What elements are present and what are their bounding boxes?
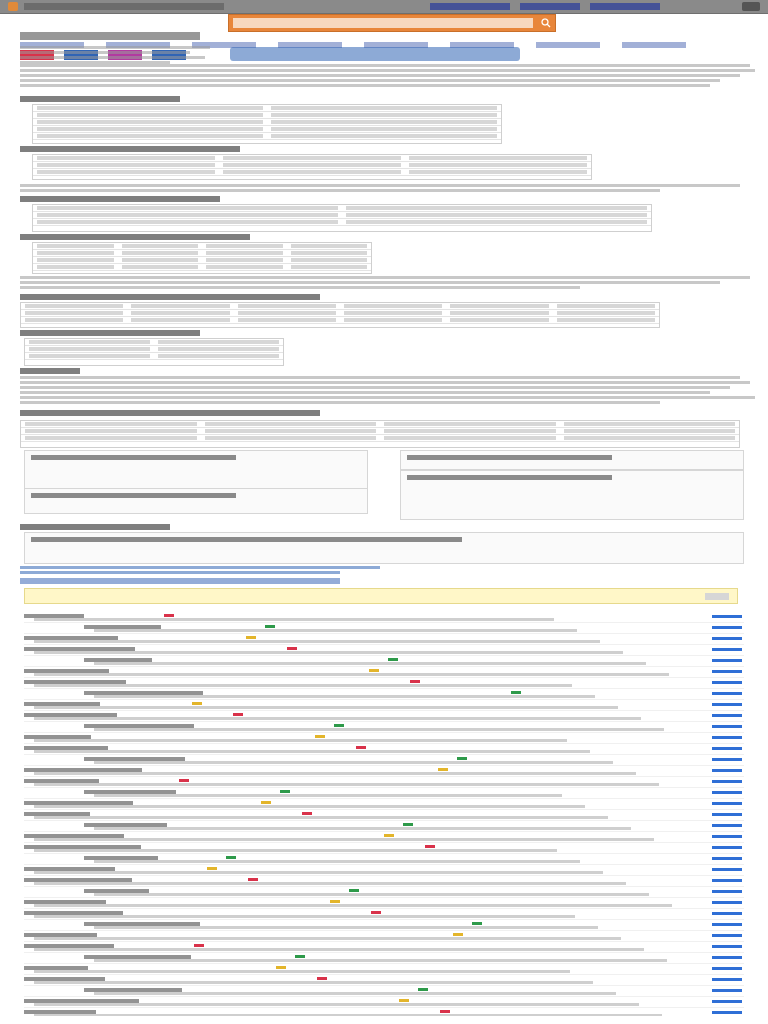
notice-button[interactable]	[705, 593, 729, 600]
comment-tag	[410, 680, 420, 683]
comment-item	[24, 788, 744, 799]
reply-button[interactable]	[712, 615, 742, 618]
reply-button[interactable]	[712, 703, 742, 706]
comment-item	[24, 865, 744, 876]
reply-button[interactable]	[712, 802, 742, 805]
comment-item	[24, 876, 744, 887]
header-link-1[interactable]	[430, 3, 510, 10]
comment-text	[34, 1003, 639, 1006]
comment-text	[94, 860, 580, 863]
reply-button[interactable]	[712, 736, 742, 739]
comment-item	[24, 744, 744, 755]
comment-item	[24, 656, 744, 667]
comment-text	[94, 959, 667, 962]
comment-text	[94, 893, 649, 896]
comment-tag	[280, 790, 290, 793]
comment-text	[34, 1014, 662, 1016]
comment-tag	[384, 834, 394, 837]
reply-button[interactable]	[712, 824, 742, 827]
comment-item	[24, 689, 744, 700]
comment-item	[24, 733, 744, 744]
info-box-3-title	[407, 475, 612, 480]
info-box-2-title	[407, 455, 612, 460]
comment-text	[94, 761, 613, 764]
comment-text	[34, 772, 636, 775]
reply-button[interactable]	[712, 846, 742, 849]
section-heading-2	[20, 146, 240, 152]
section-heading-8	[20, 410, 320, 416]
valuation-table	[24, 338, 284, 366]
comment-tag	[315, 735, 325, 738]
comment-text	[34, 904, 672, 907]
comment-tag	[330, 900, 340, 903]
comment-text	[34, 981, 593, 984]
comment-text	[34, 739, 567, 742]
comment-item	[24, 777, 744, 788]
comment-item	[24, 931, 744, 942]
reply-button[interactable]	[712, 967, 742, 970]
header-link-2[interactable]	[520, 3, 580, 10]
section-heading-3	[20, 196, 220, 202]
comment-tag	[457, 757, 467, 760]
comment-text	[94, 992, 616, 995]
intro-paragraph	[20, 64, 760, 89]
comment-item	[24, 623, 744, 634]
comment-item	[24, 667, 744, 678]
comment-text	[94, 728, 664, 731]
details-table	[32, 104, 502, 144]
comment-item	[24, 909, 744, 920]
comment-tag	[371, 911, 381, 914]
timeline-table	[32, 204, 652, 232]
comment-text	[34, 948, 644, 951]
comment-tag	[192, 702, 202, 705]
reply-button[interactable]	[712, 813, 742, 816]
comment-item	[24, 887, 744, 898]
reply-button[interactable]	[712, 857, 742, 860]
comment-item	[24, 997, 744, 1008]
reply-button[interactable]	[712, 835, 742, 838]
comment-tag	[276, 966, 286, 969]
reply-button[interactable]	[712, 1011, 742, 1014]
comment-tag	[388, 658, 398, 661]
comment-item	[24, 711, 744, 722]
comment-item	[24, 700, 744, 711]
comment-item	[24, 975, 744, 986]
tab-8[interactable]	[622, 42, 686, 48]
comment-item	[24, 832, 744, 843]
reply-button[interactable]	[712, 780, 742, 783]
comment-text	[34, 970, 570, 973]
comment-text	[94, 794, 562, 797]
comment-tag	[226, 856, 236, 859]
header-link-3[interactable]	[590, 3, 660, 10]
info-box-1-title	[31, 455, 236, 460]
comment-text	[34, 937, 621, 940]
comment-item	[24, 953, 744, 964]
comment-item	[24, 645, 744, 656]
comment-tag	[287, 647, 297, 650]
comment-tag	[246, 636, 256, 639]
info-box-4	[24, 488, 368, 514]
comment-item	[24, 678, 744, 689]
comment-tag	[453, 933, 463, 936]
search-icon[interactable]	[541, 18, 551, 28]
comment-text	[34, 816, 608, 819]
info-box-4-title	[31, 493, 236, 498]
comment-item	[24, 964, 744, 975]
comment-text	[34, 618, 554, 621]
info-box-3	[400, 470, 744, 520]
comment-text	[34, 783, 659, 786]
comment-item	[24, 810, 744, 821]
lot-size-table	[32, 242, 372, 274]
comment-text	[34, 750, 590, 753]
comment-item	[24, 722, 744, 733]
reply-button[interactable]	[712, 758, 742, 761]
comment-tag	[403, 823, 413, 826]
comment-item	[24, 766, 744, 777]
comment-text	[34, 882, 626, 885]
comment-tag	[248, 878, 258, 881]
comments-section-title	[20, 578, 340, 584]
comment-text	[34, 651, 623, 654]
comment-list	[24, 612, 744, 1016]
comment-tag	[261, 801, 271, 804]
comment-text	[34, 706, 618, 709]
reply-button[interactable]	[712, 978, 742, 981]
reply-button[interactable]	[712, 912, 742, 915]
reply-button[interactable]	[712, 714, 742, 717]
reply-button[interactable]	[712, 934, 742, 937]
comment-text	[34, 717, 641, 720]
comment-tag	[511, 691, 521, 694]
comment-text	[34, 805, 585, 808]
comment-tag	[425, 845, 435, 848]
comment-item	[24, 634, 744, 645]
section-heading-6	[20, 330, 200, 336]
comment-tag	[194, 944, 204, 947]
comment-item	[24, 843, 744, 854]
comment-text	[34, 838, 654, 841]
reply-button[interactable]	[712, 868, 742, 871]
comment-tag	[265, 625, 275, 628]
info-box-5-title	[31, 537, 462, 542]
comment-item	[24, 1008, 744, 1016]
reply-button[interactable]	[712, 956, 742, 959]
comment-tag	[418, 988, 428, 991]
section-heading-5	[20, 294, 320, 300]
comment-tag	[302, 812, 312, 815]
comment-tag	[334, 724, 344, 727]
comment-text	[94, 629, 577, 632]
reply-button[interactable]	[712, 659, 742, 662]
site-header	[0, 0, 768, 14]
price-table	[32, 154, 592, 180]
reply-button[interactable]	[712, 648, 742, 651]
financials-table	[20, 302, 660, 328]
comment-text	[34, 871, 603, 874]
reply-button[interactable]	[712, 901, 742, 904]
info-box-5	[24, 532, 744, 564]
comment-item	[24, 854, 744, 865]
comment-text	[34, 849, 557, 852]
reply-button[interactable]	[712, 989, 742, 992]
comment-item	[24, 986, 744, 997]
search-bar	[228, 14, 556, 32]
page-title	[20, 32, 200, 40]
comment-item	[24, 920, 744, 931]
comment-tag	[179, 779, 189, 782]
comment-item	[24, 821, 744, 832]
comment-item	[24, 612, 744, 623]
comment-tag	[233, 713, 243, 716]
section-7-text	[20, 376, 760, 406]
comment-tag	[440, 1010, 450, 1013]
site-logo-icon[interactable]	[8, 2, 18, 11]
comment-tag	[317, 977, 327, 980]
comment-text	[34, 640, 600, 643]
comment-tag	[164, 614, 174, 617]
reply-button[interactable]	[712, 879, 742, 882]
comment-tag	[369, 669, 379, 672]
reply-button[interactable]	[712, 747, 742, 750]
section-heading-4	[20, 234, 250, 240]
site-brand[interactable]	[24, 3, 224, 10]
reply-button[interactable]	[712, 890, 742, 893]
comment-text	[94, 695, 595, 698]
comment-item	[24, 898, 744, 909]
comment-tag	[438, 768, 448, 771]
comment-tag	[207, 867, 217, 870]
comment-item	[24, 799, 744, 810]
search-input[interactable]	[233, 18, 533, 28]
section-heading-1	[20, 96, 180, 102]
reply-button[interactable]	[712, 1000, 742, 1003]
comment-text	[34, 915, 575, 918]
comment-tag	[356, 746, 366, 749]
comment-item	[24, 755, 744, 766]
reply-button[interactable]	[712, 791, 742, 794]
comment-text	[94, 662, 646, 665]
reply-button[interactable]	[712, 626, 742, 629]
info-box-2	[400, 450, 744, 470]
section-2-text	[20, 184, 760, 194]
reply-button[interactable]	[712, 692, 742, 695]
reply-button[interactable]	[712, 670, 742, 673]
notice-banner	[24, 588, 738, 604]
comment-text	[94, 926, 598, 929]
reply-button[interactable]	[712, 725, 742, 728]
reply-button[interactable]	[712, 945, 742, 948]
comment-text	[34, 673, 669, 676]
tab-7[interactable]	[536, 42, 600, 48]
company-wordmark	[230, 47, 520, 61]
reply-button[interactable]	[712, 637, 742, 640]
comment-text	[34, 684, 572, 687]
comment-tag	[295, 955, 305, 958]
reply-button[interactable]	[712, 923, 742, 926]
comment-text	[94, 827, 631, 830]
section-heading-9	[20, 524, 170, 530]
section-4-text	[20, 276, 760, 291]
comment-tag	[472, 922, 482, 925]
related-links[interactable]	[20, 566, 420, 576]
reply-button[interactable]	[712, 769, 742, 772]
reply-button[interactable]	[712, 681, 742, 684]
comment-item	[24, 942, 744, 953]
subscription-table	[20, 420, 740, 448]
section-heading-7	[20, 368, 80, 374]
comment-tag	[399, 999, 409, 1002]
hamburger-menu-icon[interactable]	[742, 2, 760, 11]
comment-tag	[349, 889, 359, 892]
